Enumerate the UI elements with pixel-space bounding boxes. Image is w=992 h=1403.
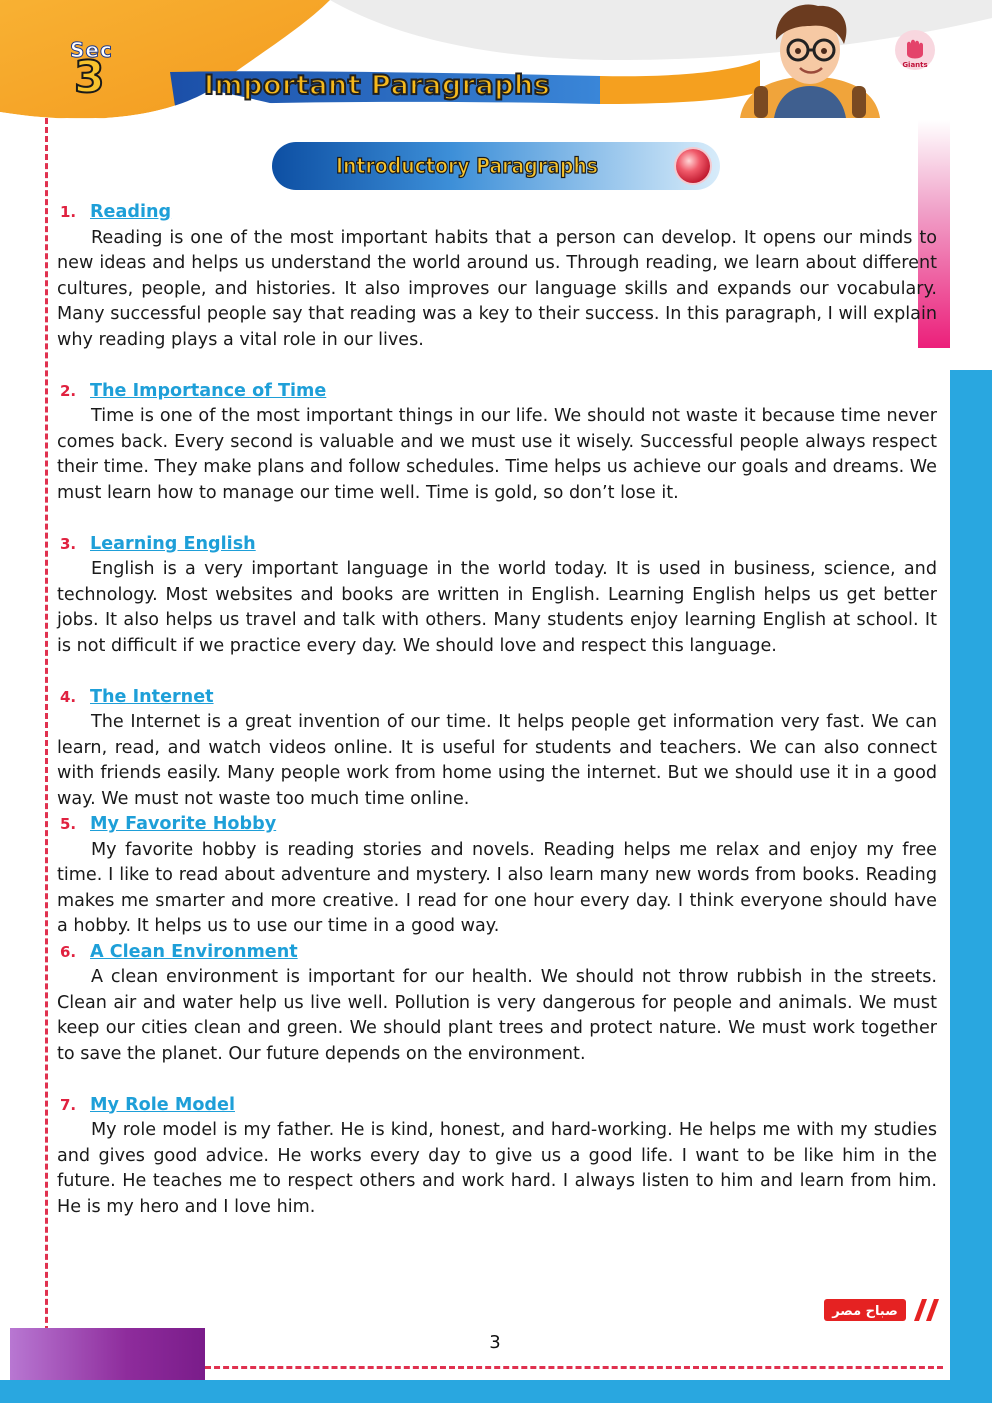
item-paragraph: My favorite hobby is reading stories and novels. Reading helps me relax and enjoy my free time. I like to read about adventure and mystery. I also learn many new words from books. Reading makes me smarter and more creative. I read for one hour every day. I think everyone should have a hobby. It helps us to use our time in a good way.: [57, 839, 937, 936]
item-paragraph: English is a very important language in the world today. It is used in business, science, and technology. Most websites and books are written in English. Learning English helps us get better jobs. It also helps us travel and talk with others. Many students enjoy learning English at school. It is not difficult if we practice every day. We should love and respect this language.: [57, 559, 937, 656]
brand-text: Giants: [902, 61, 928, 69]
left-dashed-border: [45, 118, 48, 1368]
page-title: Important Paragraphs: [204, 70, 551, 101]
item-title: Learning English: [90, 533, 256, 554]
item-heading: [57, 685, 937, 711]
item-number: 3.: [60, 534, 77, 553]
paragraph-list: [57, 200, 937, 1220]
item-title: The Importance of Time: [90, 380, 327, 401]
bottom-dashed-border: [205, 1366, 943, 1369]
bottom-blue-bar: [0, 1380, 992, 1403]
item-heading: [57, 1093, 937, 1119]
paragraph-item-hobby: [57, 812, 937, 940]
item-paragraph: The Internet is a great invention of our time. It helps people get information very fast. We can learn, read, and watch videos online. It is useful for students and teachers. We can also connect with friends easily. Many people work from home using the internet. But we should use it in a good way. We must not waste too much time online.: [57, 712, 937, 809]
item-paragraph: A clean environment is important for our health. We should not throw rubbish in the streets. Clean air and water help us live well. Pollution is very dangerous for people and animals. We must keep our cities clean and green. We should plant trees and protect nature. We must work together to save the planet. Our future depends on the environment.: [57, 967, 937, 1064]
paragraph-item-english: [57, 532, 937, 660]
logo-text: صباح مصر: [832, 1304, 898, 1319]
paragraph-item-time: [57, 379, 937, 507]
item-number: 2.: [60, 381, 77, 400]
item-number: 6.: [60, 942, 77, 961]
item-paragraph: My role model is my father. He is kind, honest, and hard-working. He helps me with my studies and gives good advice. He works every day to give us a good life. I want to be like him in the future. He teaches me to respect others and work hard. I always listen to him and learn from him. He is my hero and I love him.: [57, 1120, 937, 1217]
item-heading: [57, 200, 937, 226]
item-title: My Role Model: [90, 1094, 235, 1115]
paragraph-item-environment: [57, 940, 937, 1068]
item-heading: [57, 812, 937, 838]
right-blue-bar: [950, 370, 992, 1403]
item-title: The Internet: [90, 686, 214, 707]
item-paragraph: Reading is one of the most important habits that a person can develop. It opens our minds to new ideas and helps us understand the world around us. Through reading, we learn about different cultures, people, and histories. It also improves our language skills and expands our vocabulary. Many successful people say that reading was a key to their success. In this paragraph, I will explain why reading plays a vital role in our lives.: [57, 227, 937, 350]
item-title: A Clean Environment: [90, 941, 298, 962]
sabah-masr-logo: [780, 1296, 940, 1324]
paragraph-item-internet: [57, 685, 937, 813]
item-heading: [57, 379, 937, 405]
item-heading: [57, 940, 937, 966]
section-label: Sec: [70, 38, 113, 62]
section-number: 3: [74, 52, 105, 103]
item-number: 5.: [60, 815, 77, 833]
item-heading: [57, 532, 937, 558]
item-number: 1.: [60, 203, 77, 221]
item-paragraph: Time is one of the most important things in our life. We should not waste it because time never comes back. Every second is valuable and we must use it wisely. Successful people always respect their time. They make plans and follow schedules. Time helps us achieve our goals and dreams. We must learn how to manage our time well. Time is gold, so don’t lose it.: [57, 406, 937, 503]
item-number: 7.: [60, 1095, 77, 1114]
paragraph-item-reading: [57, 200, 937, 353]
red-ball-icon: [676, 149, 710, 183]
item-number: 4.: [60, 687, 77, 706]
giants-brand-logo: [893, 28, 937, 72]
subheader-title: Introductory Paragraphs: [335, 154, 599, 178]
paragraph-item-role-model: [57, 1093, 937, 1221]
item-title: My Favorite Hobby: [90, 814, 277, 834]
item-title: Reading: [90, 202, 172, 222]
student-avatar-illustration: [730, 0, 890, 118]
page-number: 3: [489, 1332, 501, 1353]
